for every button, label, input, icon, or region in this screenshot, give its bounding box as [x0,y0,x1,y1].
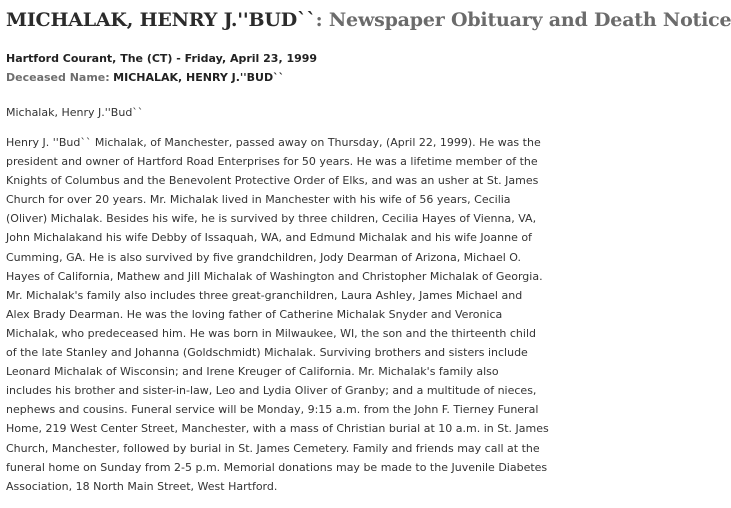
obituary-line: Henry J. ''Bud`` Michalak, of Manchester, passed away on Thursday, (April 22, 1999). He was the [6,136,541,149]
page-title [6,7,731,33]
obituary-line: Leonard Michalak of Wisconsin; and Irene Kreuger of California. Mr. Michalak's family also [6,365,499,379]
source-line: Hartford Courant, The (CT) - Friday, April 23, 1999 [6,52,318,65]
obituary-line: Association, 18 North Main Street, West Hartford. [6,479,278,493]
obituary-meta [6,49,317,87]
obituary-line: funeral home on Sunday from 2-5 p.m. Memorial donations may be made to the Juvenile Diabetes [6,460,548,474]
obituary-line: Alex Brady Dearman. He was the loving father of Catherine Michalak Snyder and Veronica [6,307,503,321]
obituary-line: Mr. Michalak's family also includes three great-granchildren, Laura Ashley, James Michael and [6,288,523,302]
obituary-line: president and owner of Hartford Road Enterprises for 50 years. He was a lifetime member of the [6,155,538,169]
title-subtitle: Newspaper Obituary and Death Notice [322,9,731,31]
obituary-heading: Michalak, Henry J.''Bud`` [6,106,144,119]
obituary-line: Home, 219 West Center Street, Manchester, with a mass of Christian burial at 10 a.m. in St. James [6,422,549,436]
title-deceased-name: MICHALAK, HENRY J.''BUD`` [6,9,316,31]
deceased-name-value: MICHALAK, HENRY J.''BUD`` [113,71,285,84]
obituary-line: John Michalakand his wife Debby of Issaquah, WA, and Edmund Michalak and his wife Joanne of [6,231,532,245]
obituary-line: nephews and cousins. Funeral service will be Monday, 9:15 a.m. from the John F. Tierney Funeral [6,403,539,417]
obituary-line: Church for over 20 years. Mr. Michalak lived in Manchester with his wife of 56 years, Cecilia [6,193,511,207]
obituary-line: includes his brother and sister-in-law, Leo and Lydia Oliver of Granby; and a multitude of nieces, [6,384,537,398]
obituary-line: of the late Stanley and Johanna (Goldschmidt) Michalak. Surviving brothers and sisters include [6,346,528,360]
obituary-line: Hayes of California, Mathew and Jill Michalak of Washington and Christopher Michalak of Georgia. [6,269,543,283]
obituary-line: (Oliver) Michalak. Besides his wife, he is survived by three children, Cecilia Hayes of Vienna, VA, [6,212,537,226]
deceased-name-label: Deceased Name: [6,71,110,84]
obituary-line: Cumming, GA. He is also survived by five grandchildren, Jody Dearman of Arizona, Michael O. [6,250,522,264]
deceased-name-row [6,68,317,87]
title-separator: : [315,9,323,31]
obituary-line: Church, Manchester, followed by burial in St. James Cemetery. Family and friends may call at the [6,441,540,455]
obituary-text [6,133,576,496]
obituary-line: Michalak, who predeceased him. He was born in Milwaukee, WI, the son and the thirteenth child [6,326,536,340]
obituary-line: Knights of Columbus and the Benevolent Protective Order of Elks, and was an usher at St. James [6,174,539,188]
